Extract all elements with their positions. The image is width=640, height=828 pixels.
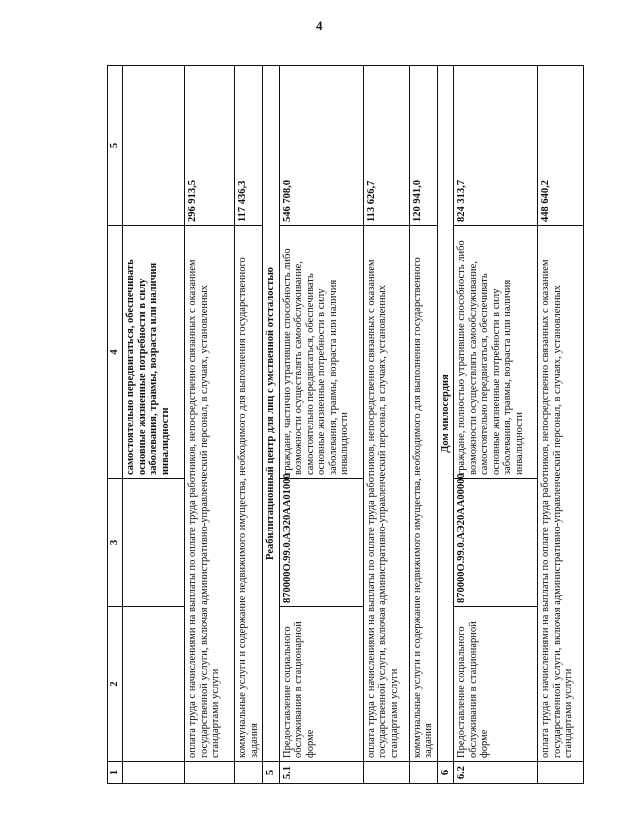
cost-value: 824 313,7 [454,66,538,226]
criteria-cell: граждане, полностью утратившие способность либо возможности осуществлять самообслуживание, самостоятельно передвигаться, обеспечивать основные жизненные потребности в силу заболевания, травмы, возраста или наличия инвалидности [454,226,538,479]
criteria-cell: граждане, частично утратившие способность либо возможности осуществлять самообслуживание, самостоятельно передвигаться, обеспечивать основные жизненные потребности в силу заболевания, травмы, возраста или наличия инвалидности [279,226,363,479]
row-number: 5.1 [279,762,363,784]
budget-table [107,65,584,784]
table-row [409,66,437,784]
table-row [538,66,584,784]
page-number: 4 [316,18,323,33]
header-col-2: 2 [108,607,123,762]
rotated-table-container [107,66,585,784]
header-row [108,66,123,784]
cost-value: 120 941,0 [409,66,437,226]
header-col-3: 3 [108,479,123,607]
empty-cell [185,762,235,784]
cost-item-text: оплата труда с начислениями на выплаты по оплате труда работников, непосредственно связанных с оказанием государственной услуги, включая административно-управленческий персонал, в случаях, установленных стандартами услуги [363,226,409,762]
empty-cell [123,479,185,607]
header-col-5: 5 [108,66,123,226]
empty-cell [123,762,185,784]
cost-item-text: оплата труда с начислениями на выплаты по оплате труда работников, непосредственно связанных с оказанием государственной услуги, включая административно-управленческий персонал, в случаях, установленных стандартами услуги [185,226,235,762]
section-number: 6 [437,762,454,784]
table-row [123,66,185,784]
cost-item-text: коммунальные услуги и содержание недвижимого имущества, необходимого для выполнения государственного задания [409,226,437,762]
service-name: Предоставление социального обслуживания в стационарной форме [454,607,538,762]
row-number: 6.2 [454,762,538,784]
service-name: Предоставление социального обслуживания в стационарной форме [279,607,363,762]
cost-value: 546 708,0 [279,66,363,226]
header-col-4: 4 [108,226,123,479]
empty-cell [235,762,263,784]
empty-cell [363,762,409,784]
cost-item-text: оплата труда с начислениями на выплаты по оплате труда работников, непосредственно связанных с оказанием государственной услуги, включая административно-управленческий персонал, в случаях, установленных стандартами услуги [538,226,584,762]
service-code: 870000О.99.0.АЭ20АА00000 [454,479,538,607]
table-row [185,66,235,784]
cost-value: 448 640,2 [538,66,584,226]
section-number: 5 [263,762,280,784]
empty-cell [123,607,185,762]
cost-item-text: коммунальные услуги и содержание недвижимого имущества, необходимого для выполнения государственного задания [235,226,263,762]
criteria-cell: самостоятельно передвигаться, обеспечивать основные жизненные потребности в силу заболевания, травмы, возраста или наличия инвалидности [123,226,185,479]
cost-value: 117 436,3 [235,66,263,226]
table-row [454,66,538,784]
section-row [263,66,280,784]
header-col-1: 1 [108,762,123,784]
section-row [437,66,454,784]
section-title: Дом милосердия [437,66,454,762]
table-row [235,66,263,784]
empty-cell [123,66,185,226]
section-title: Реабилитационный центр для лиц с умственной отсталостью [263,66,280,762]
service-code: 870000О.99.0.АЭ20АА01000 [279,479,363,607]
table-row [363,66,409,784]
empty-cell [409,762,437,784]
table-row [279,66,363,784]
empty-cell [538,762,584,784]
cost-value: 296 913,5 [185,66,235,226]
cost-value: 113 626,7 [363,66,409,226]
